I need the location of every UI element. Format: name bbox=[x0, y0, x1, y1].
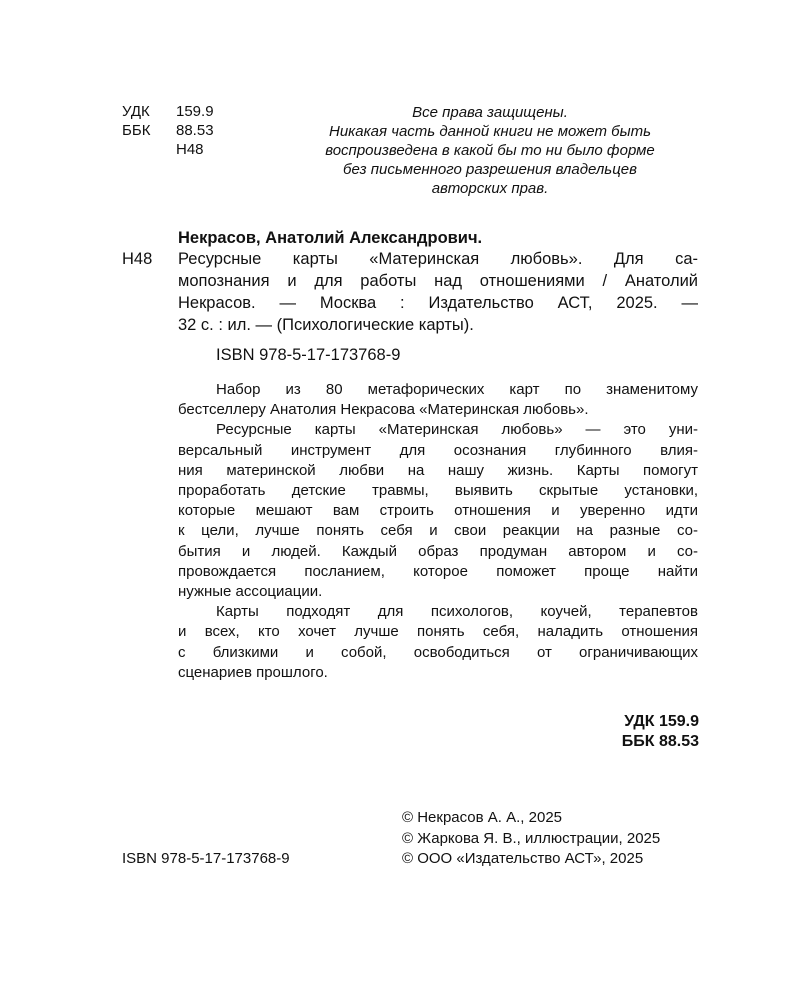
bottom-codes bbox=[560, 712, 699, 752]
udk-value: 159.9 bbox=[176, 103, 214, 120]
udk-label: УДК bbox=[122, 103, 150, 120]
annotation-line: которые мешают вам строить отношения и уверенно идти bbox=[178, 502, 698, 520]
annotation bbox=[178, 380, 698, 683]
copyright-line: © Некрасов А. А., 2025 bbox=[402, 809, 563, 826]
isbn-bottom: ISBN 978-5-17-173768-9 bbox=[122, 850, 290, 867]
annotation-line: бытия и людей. Каждый образ продуман автором и со- bbox=[178, 542, 698, 560]
bbk-value: 88.53 bbox=[176, 122, 214, 139]
annotation-line: Карты подходят для психологов, коучей, терапевтов bbox=[216, 603, 698, 621]
author-mark: Н48 bbox=[122, 250, 153, 268]
annotation-line: с близкими и собой, освободиться от ограничивающих bbox=[178, 643, 698, 661]
annotation-line: сценариев прошлого. bbox=[178, 663, 328, 681]
description-line: 32 с. : ил. — (Психологические карты). bbox=[178, 316, 474, 334]
bottom-udk: УДК 159.9 bbox=[624, 713, 699, 730]
description-line: Некрасов. — Москва : Издательство АСТ, 2025. — bbox=[178, 294, 698, 312]
bbk-label: ББК bbox=[122, 122, 151, 139]
description-line: Ресурсные карты «Материнская любовь». Для са- bbox=[178, 250, 698, 268]
annotation-line: версальный инструмент для осознания глубинного влия- bbox=[178, 441, 698, 459]
annotation-line: ния материнской любви на нашу жизнь. Карты помогут bbox=[178, 461, 698, 479]
annotation-line: проработать детские травмы, выявить скрытые установки, bbox=[178, 482, 698, 500]
copyrights bbox=[402, 808, 660, 870]
bottom-bbk: ББК 88.53 bbox=[621, 733, 699, 750]
author-heading: Некрасов, Анатолий Александрович. bbox=[178, 229, 483, 247]
annotation-line: бестселлеру Анатолия Некрасова «Материнская любовь». bbox=[178, 401, 589, 419]
annotation-line: к цели, лучше понять себя и свои реакции на разные со- bbox=[178, 522, 698, 540]
annotation-line: Ресурсные карты «Материнская любовь» — это уни- bbox=[216, 421, 698, 439]
rights-line: авторских прав. bbox=[431, 180, 549, 197]
rights-notice bbox=[295, 103, 685, 198]
copyright-line: © ООО «Издательство АСТ», 2025 bbox=[402, 850, 644, 867]
rights-line: воспроизведена в какой бы то ни было форме bbox=[325, 142, 655, 159]
rights-line: Все права защищены. bbox=[412, 104, 568, 121]
isbn-main: ISBN 978-5-17-173768-9 bbox=[216, 346, 401, 364]
annotation-line: и всех, кто хочет лучше понять себя, наладить отношения bbox=[178, 623, 698, 641]
rights-line: без письменного разрешения владельцев bbox=[343, 161, 637, 178]
annotation-line: нужные ассоциации. bbox=[178, 583, 323, 601]
description-line: мопознания и для работы над отношениями / Анатолий bbox=[178, 272, 698, 290]
annotation-line: провождается посланием, которое поможет проще найти bbox=[178, 562, 698, 580]
bibliographic-description bbox=[178, 248, 698, 336]
rights-line: Никакая часть данной книги не может быть bbox=[328, 123, 652, 140]
copyright-line: © Жаркова Я. В., иллюстрации, 2025 bbox=[402, 829, 661, 847]
author-mark-top: Н48 bbox=[176, 141, 204, 158]
annotation-line: Набор из 80 метафорических карт по знаменитому bbox=[216, 381, 698, 398]
